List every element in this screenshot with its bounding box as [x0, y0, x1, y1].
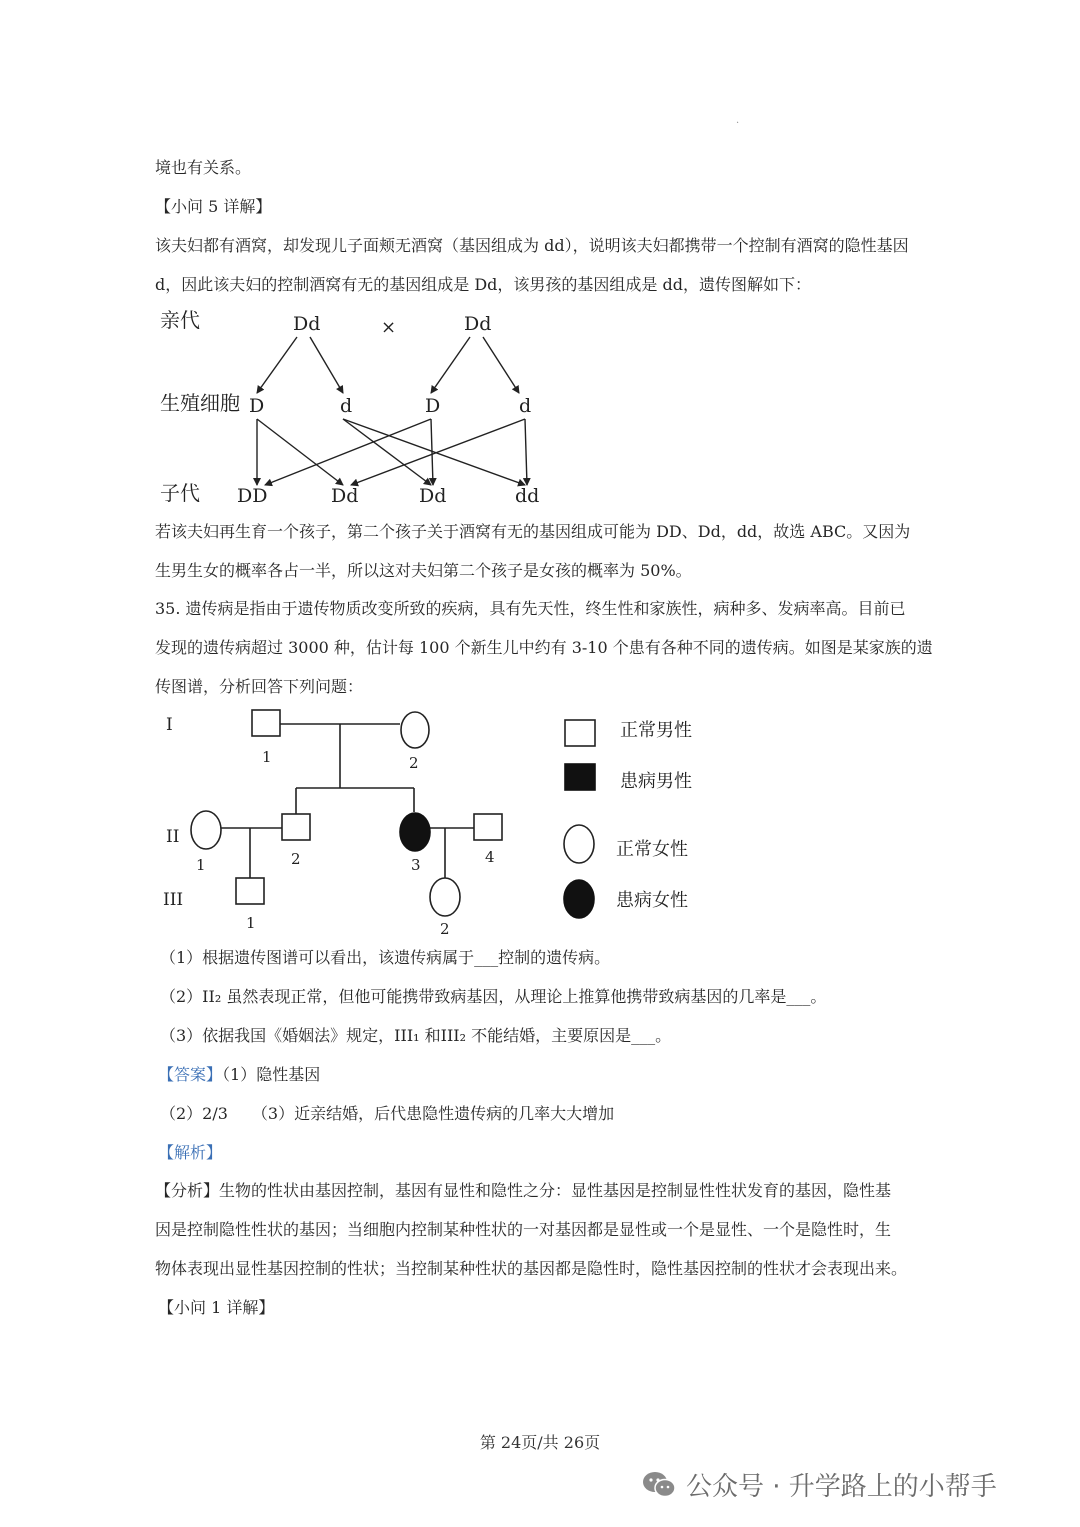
offspring-genotype: DD [237, 485, 268, 507]
genetic-cross-diagram [155, 305, 555, 515]
question-item: （1）根据遗传图谱可以看出，该遗传病属于___控制的遗传病。 [160, 948, 611, 967]
page-footer: 第 24页/共 26页 [479, 1433, 601, 1452]
watermark [642, 1466, 997, 1503]
question-item: （3）依据我国《婚姻法》规定，III₁ 和III₂ 不能结婚，主要原因是___。 [160, 1026, 672, 1045]
legend-label: 正常男性 [620, 720, 692, 741]
text-line: d，因此该夫妇的控制酒窝有无的基因组成是 Dd，该男孩的基因组成是 dd，遗传图解如下： [155, 275, 811, 294]
watermark-text: 公众号 · 升学路上的小帮手 [686, 1472, 997, 1502]
text-line: 境也有关系。 [155, 158, 252, 177]
normal-female-symbol [401, 712, 429, 748]
gamete: d [519, 395, 532, 417]
legend-normal-male-symbol [565, 720, 595, 746]
analysis-text: 因是控制隐性性状的基因；当细胞内控制某种性状的一对基因都是显性或一个是显性、一个是隐性时，生 [155, 1220, 892, 1239]
row-label-child: 子代 [160, 481, 200, 505]
parent-genotype-right: Dd [464, 313, 492, 335]
gamete: D [425, 395, 441, 417]
pedigree-lines [221, 724, 474, 878]
analysis-tag: 【解析】 [158, 1143, 223, 1162]
row-label-parent: 亲代 [160, 308, 200, 332]
offspring-genotype: Dd [331, 485, 359, 507]
answer-text: （1）隐性基因 [222, 1065, 321, 1084]
answer-tag: 【答案】 [158, 1065, 223, 1084]
normal-male-symbol [252, 710, 280, 736]
normal-female-symbol [430, 878, 460, 916]
text-line: 该夫妇都有酒窝，却发现儿子面颊无酒窝（基因组成为 dd），说明该夫妇都携带一个控制有酒窝的隐性基因 [155, 236, 909, 255]
generation-label: III [163, 890, 184, 910]
normal-female-symbol [191, 811, 221, 849]
legend-affected-female-symbol [564, 880, 594, 918]
normal-male-symbol [282, 814, 310, 840]
member-number: 4 [485, 848, 495, 866]
legend-label: 正常女性 [616, 839, 688, 860]
section-heading: 【小问 5 详解】 [155, 197, 272, 216]
question-item: （2）II₂ 虽然表现正常，但他可能携带致病基因，从理论上推算他携带致病基因的几率是___。 [160, 987, 827, 1006]
offspring-genotype: Dd [419, 485, 447, 507]
legend-label: 患病女性 [616, 890, 688, 911]
row-label-gamete: 生殖细胞 [160, 391, 240, 415]
analysis-text: 物体表现出显性基因控制的性状；当控制某种性状的基因都是隐性时，隐性基因控制的性状才会表现出来。 [155, 1259, 908, 1278]
affected-female-symbol [400, 813, 430, 851]
gamete: D [249, 395, 265, 417]
pedigree-legend [564, 720, 692, 918]
legend-label: 患病男性 [620, 771, 692, 792]
question-stem: 发现的遗传病超过 3000 种，估计每 100 个新生儿中约有 3-10 个患有各种不同的遗传病。如图是某家族的遗 [155, 638, 933, 657]
member-number: 1 [246, 914, 256, 932]
pedigree-chart [150, 700, 710, 940]
text-line: 若该夫妇再生育一个孩子，第二个孩子关于酒窝有无的基因组成可能为 DD、Dd，dd，故选 ABC。又因为 [155, 522, 911, 541]
top-mark: · [736, 118, 740, 129]
wechat-icon [642, 1471, 676, 1499]
normal-male-symbol [236, 878, 264, 904]
legend-normal-female-symbol [564, 825, 594, 863]
section-heading: 【小问 1 详解】 [158, 1298, 275, 1317]
cross-sign: × [381, 317, 397, 338]
cross-arrows [257, 337, 527, 485]
offspring-genotype: dd [515, 485, 540, 507]
member-number: 1 [196, 856, 206, 874]
text-line: 生男生女的概率各占一半，所以这对夫妇第二个孩子是女孩的概率为 50%。 [155, 561, 692, 580]
gamete: d [340, 395, 353, 417]
normal-male-symbol [474, 814, 502, 840]
analysis-text: 【分析】生物的性状由基因控制，基因有显性和隐性之分：显性基因是控制显性性状发育的基因，隐性基 [155, 1181, 892, 1200]
answer-line [158, 1065, 320, 1085]
answer-text: （2）2/3 （3）近亲结婚，后代患隐性遗传病的几率大大增加 [160, 1104, 615, 1123]
member-number: 2 [409, 754, 419, 772]
member-number: 2 [440, 920, 450, 938]
member-number: 1 [262, 748, 272, 766]
generation-label: II [166, 827, 180, 847]
question-stem: 传图谱，分析回答下列问题： [155, 677, 364, 696]
generation-label: I [166, 715, 173, 735]
question-stem: 35. 遗传病是指由于遗传物质改变所致的疾病，具有先天性，终生性和家族性，病种多、发病率高。目前已 [155, 599, 906, 618]
member-number: 3 [411, 856, 421, 874]
parent-genotype-left: Dd [293, 313, 321, 335]
member-number: 2 [291, 850, 301, 868]
legend-affected-male-symbol [565, 764, 595, 790]
